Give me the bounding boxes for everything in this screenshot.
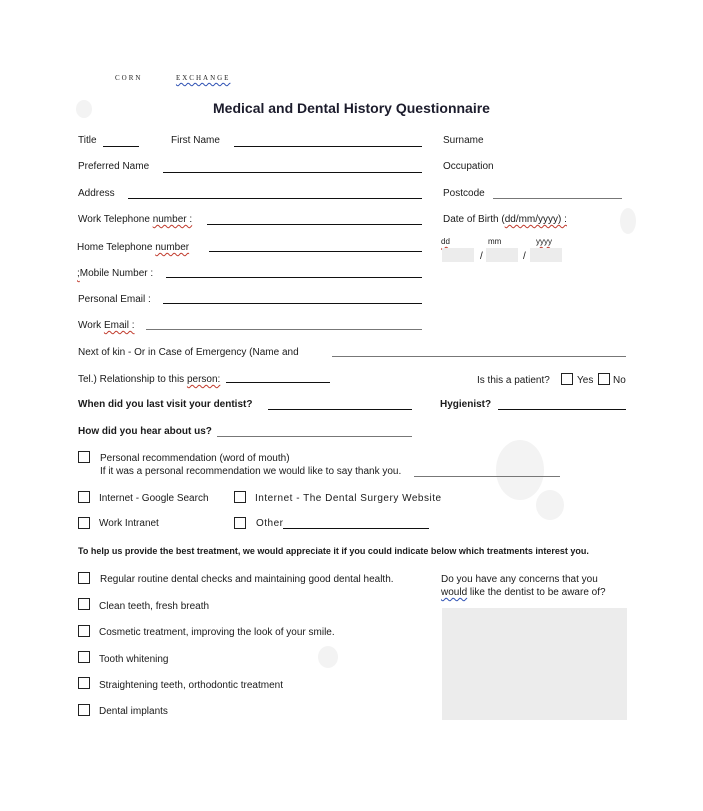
next-of-kin-field[interactable]: [332, 356, 626, 357]
preferred-name-label: Preferred Name: [78, 161, 150, 172]
treatment-checkbox[interactable]: [78, 677, 90, 689]
hygienist-label: Hygienist?: [440, 399, 492, 410]
mobile-number-label: ;Mobile Number :: [77, 268, 154, 279]
personal-email-label: Personal Email :: [78, 294, 151, 305]
postcode-label: Postcode: [443, 188, 485, 199]
other-label: Other: [256, 518, 284, 529]
dob-month-input[interactable]: [486, 248, 518, 262]
last-visit-field[interactable]: [268, 409, 412, 410]
surname-label: Surname: [443, 135, 484, 146]
treatment-label: Cosmetic treatment, improving the look of your smile.: [99, 627, 335, 638]
other-checkbox[interactable]: [234, 517, 246, 529]
treatment-label: Tooth whitening: [99, 654, 169, 665]
recommended-by-field[interactable]: [414, 476, 560, 477]
dental-website-checkbox[interactable]: [234, 491, 246, 503]
dob-yyyy-label: yyyy: [536, 237, 552, 246]
thank-you-label: If it was a personal recommendation we would like to say thank you.: [100, 466, 402, 477]
first-name-label: First Name: [171, 135, 220, 146]
dob-year-input[interactable]: [530, 248, 562, 262]
work-intranet-label: Work Intranet: [99, 518, 159, 529]
treatment-label: Straightening teeth, orthodontic treatment: [99, 680, 284, 691]
treatment-label: Regular routine dental checks and maintaining good dental health.: [100, 574, 394, 585]
watermark-leaf: [318, 646, 338, 668]
watermark-leaf: [536, 490, 564, 520]
logo-right: EXCHANGE: [175, 74, 231, 82]
relationship-field[interactable]: [226, 382, 330, 383]
hear-about-label: How did you hear about us?: [78, 426, 212, 437]
dob-dd-label: dd: [441, 237, 450, 246]
treatment-checkbox[interactable]: [78, 704, 90, 716]
page-title: Medical and Dental History Questionnaire: [213, 100, 490, 116]
patient-yes-label: Yes: [577, 375, 594, 386]
treatment-checkbox[interactable]: [78, 598, 90, 610]
dob-slash: /: [523, 251, 526, 262]
concerns-label-line1: Do you have any concerns that you: [441, 574, 598, 585]
treatment-label: Dental implants: [99, 706, 168, 717]
treatment-checkbox[interactable]: [78, 651, 90, 663]
next-of-kin-label: Next of kin - Or in Case of Emergency (Name and: [78, 347, 299, 358]
concerns-textarea[interactable]: [442, 608, 627, 720]
personal-email-field[interactable]: [163, 303, 422, 304]
address-label: Address: [78, 188, 115, 199]
logo-left: CORN: [115, 74, 143, 82]
treatment-label: Clean teeth, fresh breath: [99, 601, 210, 612]
google-search-checkbox[interactable]: [78, 491, 90, 503]
watermark-leaf: [620, 208, 636, 234]
work-telephone-field[interactable]: [207, 224, 422, 225]
preferred-name-field[interactable]: [163, 172, 422, 173]
personal-recommendation-label: Personal recommendation (word of mouth): [100, 453, 290, 464]
patient-no-label: No: [613, 375, 626, 386]
patient-yes-checkbox[interactable]: [561, 373, 573, 385]
dob-slash: /: [480, 251, 483, 262]
is-patient-label: Is this a patient?: [477, 375, 550, 386]
work-email-label: Work Email :: [78, 320, 135, 331]
other-field[interactable]: [283, 528, 429, 529]
dob-mm-label: mm: [488, 237, 502, 246]
home-telephone-field[interactable]: [209, 251, 422, 252]
hear-about-field[interactable]: [217, 436, 412, 437]
dob-day-input[interactable]: [442, 248, 474, 262]
postcode-field[interactable]: [493, 198, 622, 199]
work-intranet-checkbox[interactable]: [78, 517, 90, 529]
last-visit-label: When did you last visit your dentist?: [78, 399, 253, 410]
logo: [115, 74, 230, 82]
occupation-label: Occupation: [443, 161, 494, 172]
personal-recommendation-checkbox[interactable]: [78, 451, 90, 463]
treatments-intro: To help us provide the best treatment, we would appreciate it if you could indicate below which treatments interest you.: [78, 546, 589, 556]
address-field[interactable]: [128, 198, 422, 199]
mobile-number-field[interactable]: [166, 277, 422, 278]
watermark-leaf: [496, 440, 544, 500]
hygienist-field[interactable]: [498, 409, 626, 410]
work-email-field[interactable]: [146, 329, 422, 330]
date-of-birth-label: Date of Birth (dd/mm/yyyy) :: [443, 214, 567, 225]
work-telephone-label: Work Telephone number :: [78, 214, 193, 225]
google-search-label: Internet - Google Search: [99, 493, 209, 504]
title-label: Title: [78, 135, 97, 146]
first-name-field[interactable]: [234, 146, 422, 147]
concerns-label-line2: would like the dentist to be aware of?: [441, 587, 606, 598]
title-field[interactable]: [103, 146, 139, 147]
treatment-checkbox[interactable]: [78, 625, 90, 637]
relationship-label: Tel.) Relationship to this person:: [78, 374, 221, 385]
home-telephone-label: Home Telephone number: [77, 242, 190, 253]
dental-website-label: Internet - The Dental Surgery Website: [255, 493, 442, 504]
treatment-checkbox[interactable]: [78, 572, 90, 584]
patient-no-checkbox[interactable]: [598, 373, 610, 385]
